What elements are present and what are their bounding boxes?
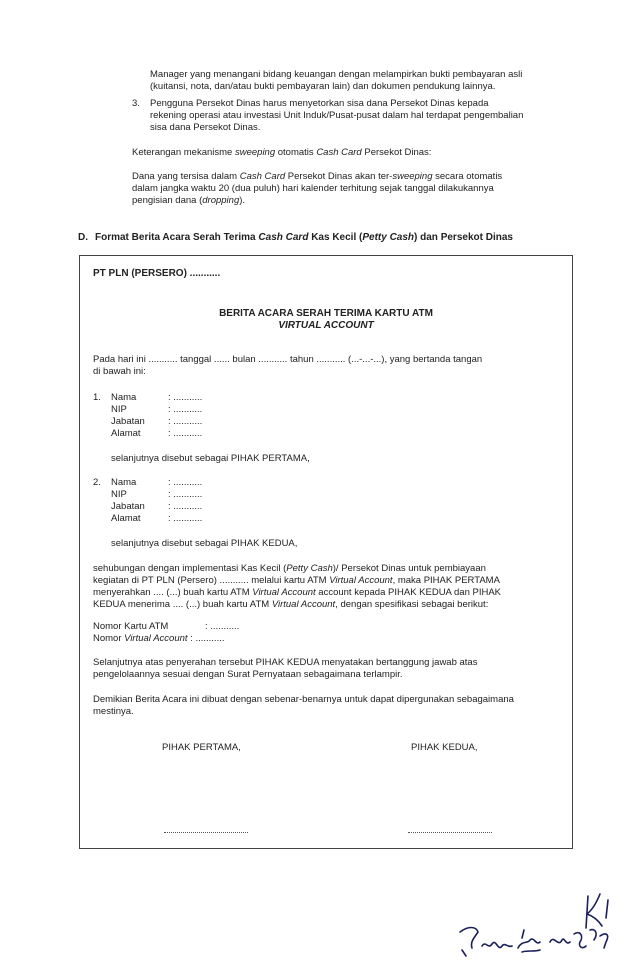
pada-line-2: di bawah ini: xyxy=(93,366,146,377)
selanjutnya-line-2: pengelolaannya sesuai dengan Surat Pernyataan sebagaimana terlampir. xyxy=(93,669,403,680)
party-1-nip-label: NIP xyxy=(111,404,127,415)
section-d-letter: D. xyxy=(78,232,88,243)
form-title: BERITA ACARA SERAH TERIMA KARTU ATM xyxy=(219,308,433,319)
party-2-number: 2. xyxy=(93,477,101,488)
sehubungan-line-1: sehubungan dengan implementasi Kas Kecil (Petty Cash)/ Persekot Dinas untuk pembiayaan xyxy=(93,563,486,574)
nomor-kartu-label: Nomor Kartu ATM xyxy=(93,621,169,632)
party-2-nip-fill: : ........... xyxy=(168,489,203,500)
party-1-nip-fill: : ........... xyxy=(168,404,203,415)
party-1-alamat-label: Alamat xyxy=(111,428,141,439)
sehubungan-line-3: menyerahkan .... (...) buah kartu ATM Virtual Account account kepada PIHAK KEDUA dan PIHAK xyxy=(93,587,502,598)
party-2-nip-label: NIP xyxy=(111,489,127,500)
party-2-jabatan-label: Jabatan xyxy=(111,501,145,512)
handwritten-initials-signature xyxy=(450,890,638,975)
intro-line-2: (kuitansi, nota, dan/atau bukti pembayaran lain) dan dokumen pendukung lainnya. xyxy=(150,81,496,92)
demikian-line-2: mestinya. xyxy=(93,706,134,717)
item-3-line-1: Pengguna Persekot Dinas harus menyetorkan sisa dana Persekot Dinas kepada xyxy=(150,98,489,109)
item-3-line-2: rekening operasi atau investasi Unit Induk/Pusat-pusat dalam hal terdapat pengembalian xyxy=(150,110,524,121)
party-1-jabatan-label: Jabatan xyxy=(111,416,145,427)
signature-line-kedua xyxy=(408,832,492,833)
sehubungan-line-2: kegiatan di PT PLN (Persero) ........... melalui kartu ATM Virtual Account, maka PIHAK PERTAMA xyxy=(93,575,500,586)
item-3-line-3: sisa dana Persekot Dinas. xyxy=(150,122,261,133)
dana-line-2: dalam jangka waktu 20 (dua puluh) hari kalender terhitung sejak tanggal dilakukannya xyxy=(132,183,494,194)
party-1-jabatan-fill: : ........... xyxy=(168,416,203,427)
pada-line-1: Pada hari ini ........... tanggal ...... bulan ........... tahun ........... (...-...-...), yang bertanda tangan xyxy=(93,354,483,365)
nomor-va-line: Nomor Virtual Account : ........... xyxy=(93,633,225,644)
dana-line-3: pengisian dana (dropping). xyxy=(132,195,246,206)
party-2-nama-fill: : ........... xyxy=(168,477,203,488)
form-subtitle: VIRTUAL ACCOUNT xyxy=(278,320,374,331)
party-1-nama-label: Nama xyxy=(111,392,137,403)
sehubungan-line-4: KEDUA menerima .... (...) buah kartu ATM Virtual Account, dengan spesifikasi sebagai berikut: xyxy=(93,599,489,610)
party-1-number: 1. xyxy=(93,392,101,403)
dana-line-1: Dana yang tersisa dalam Cash Card Persekot Dinas akan ter-sweeping secara otomatis xyxy=(132,171,503,182)
party-2-nama-label: Nama xyxy=(111,477,137,488)
signature-pihak-pertama-label: PIHAK PERTAMA, xyxy=(162,742,241,753)
signature-line-pertama xyxy=(164,832,248,833)
pihak-kedua-line: selanjutnya disebut sebagai PIHAK KEDUA, xyxy=(111,538,298,549)
party-2-alamat-fill: : ........... xyxy=(168,513,203,524)
intro-line-1: Manager yang menangani bidang keuangan dengan melampirkan bukti pembayaran asli xyxy=(150,69,523,80)
selanjutnya-line-1: Selanjutnya atas penyerahan tersebut PIHAK KEDUA menyatakan bertanggung jawab atas xyxy=(93,657,478,668)
form-box xyxy=(79,255,573,849)
pihak-pertama-line: selanjutnya disebut sebagai PIHAK PERTAMA, xyxy=(111,453,310,464)
nomor-kartu-fill: : ........... xyxy=(205,621,240,632)
signature-pihak-kedua-label: PIHAK KEDUA, xyxy=(411,742,478,753)
party-2-alamat-label: Alamat xyxy=(111,513,141,524)
party-2-jabatan-fill: : ........... xyxy=(168,501,203,512)
keterangan-line: Keterangan mekanisme sweeping otomatis Cash Card Persekot Dinas: xyxy=(132,147,432,158)
item-3-number: 3. xyxy=(132,98,140,109)
section-d-title: Format Berita Acara Serah Terima Cash Card Kas Kecil (Petty Cash) dan Persekot Dinas xyxy=(95,232,513,243)
demikian-line-1: Demikian Berita Acara ini dibuat dengan sebenar-benarnya untuk dapat dipergunakan sebagaimana xyxy=(93,694,514,705)
party-1-nama-fill: : ........... xyxy=(168,392,203,403)
form-company: PT PLN (PERSERO) ........... xyxy=(93,268,221,279)
party-1-alamat-fill: : ........... xyxy=(168,428,203,439)
